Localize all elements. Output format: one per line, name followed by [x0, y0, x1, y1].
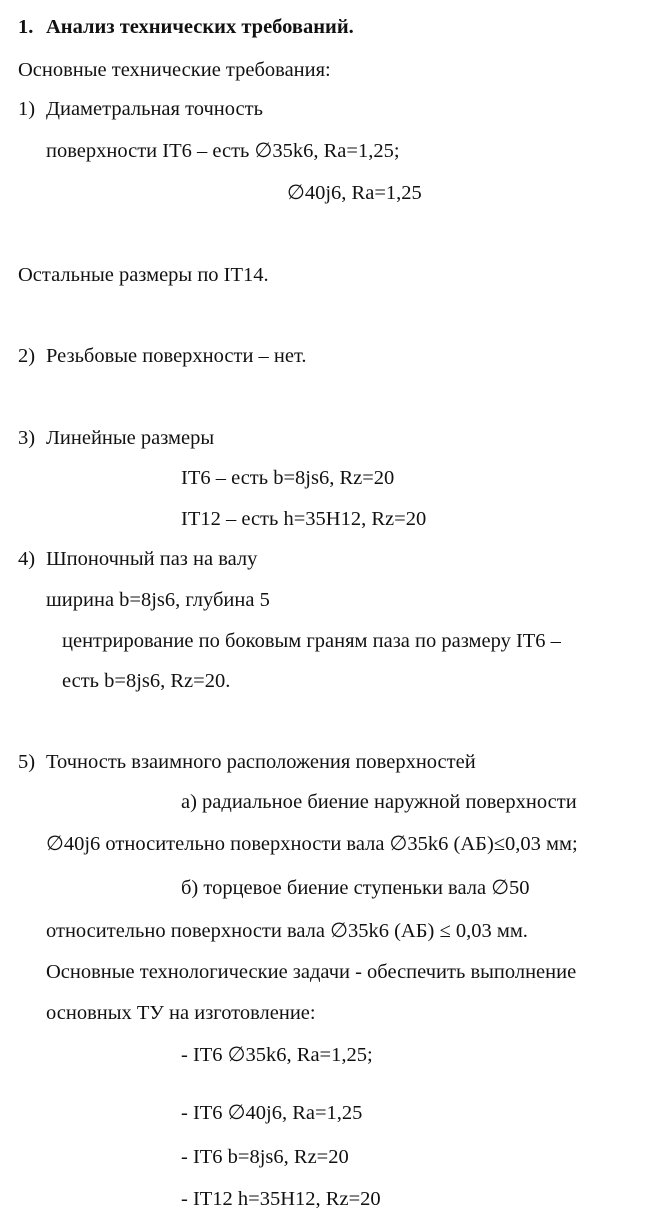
- item-5-line-9: - IT6 ∅40j6, Ra=1,25: [181, 1102, 363, 1124]
- other-sizes-note: Остальные размеры по IT14.: [18, 264, 269, 286]
- item-2-line-1: Резьбовые поверхности – нет.: [46, 345, 307, 367]
- item-4-line-3: центрирование по боковым граням паза по размеру IT6 –: [62, 630, 561, 652]
- item-5-line-3: ∅40j6 относительно поверхности вала ∅35k6 (АБ)≤0,03 мм;: [46, 833, 578, 855]
- intro-text: Основные технические требования:: [18, 59, 331, 81]
- item-3-line-1: Линейные размеры: [46, 427, 215, 449]
- item-5-number: 5): [18, 751, 36, 773]
- item-4-number: 4): [18, 548, 36, 570]
- item-5-line-2: а) радиальное биение наружной поверхности: [181, 791, 577, 813]
- item-5-line-6: Основные технологические задачи - обеспечить выполнение: [46, 961, 577, 983]
- item-4-line-2: ширина b=8js6, глубина 5: [46, 589, 270, 611]
- item-5-line-11: - IT12 h=35H12, Rz=20: [181, 1188, 381, 1210]
- item-5-line-4: б) торцевое биение ступеньки вала ∅50: [181, 877, 530, 899]
- item-3-line-2: IT6 – есть b=8js6, Rz=20: [181, 467, 395, 489]
- heading-number: 1.: [18, 16, 34, 38]
- item-4-line-1: Шпоночный паз на валу: [46, 548, 258, 570]
- item-1-number: 1): [18, 98, 36, 120]
- item-3-number: 3): [18, 427, 36, 449]
- item-5-line-8: - IT6 ∅35k6, Ra=1,25;: [181, 1044, 373, 1066]
- item-1-line-2: поверхности IT6 – есть ∅35k6, Ra=1,25;: [46, 140, 400, 162]
- item-3-line-3: IT12 – есть h=35H12, Rz=20: [181, 508, 427, 530]
- item-2-number: 2): [18, 345, 36, 367]
- item-5-line-7: основных ТУ на изготовление:: [46, 1002, 316, 1024]
- item-4-line-4: есть b=8js6, Rz=20.: [62, 670, 231, 692]
- item-5-line-1: Точность взаимного расположения поверхностей: [46, 751, 476, 773]
- item-5-line-5: относительно поверхности вала ∅35k6 (АБ) ≤ 0,03 мм.: [46, 920, 528, 942]
- item-5-line-10: - IT6 b=8js6, Rz=20: [181, 1146, 349, 1168]
- item-1-line-1: Диаметральная точность: [46, 98, 263, 120]
- page-title: Анализ технических требований.: [46, 16, 354, 38]
- item-1-line-3: ∅40j6, Ra=1,25: [287, 182, 422, 204]
